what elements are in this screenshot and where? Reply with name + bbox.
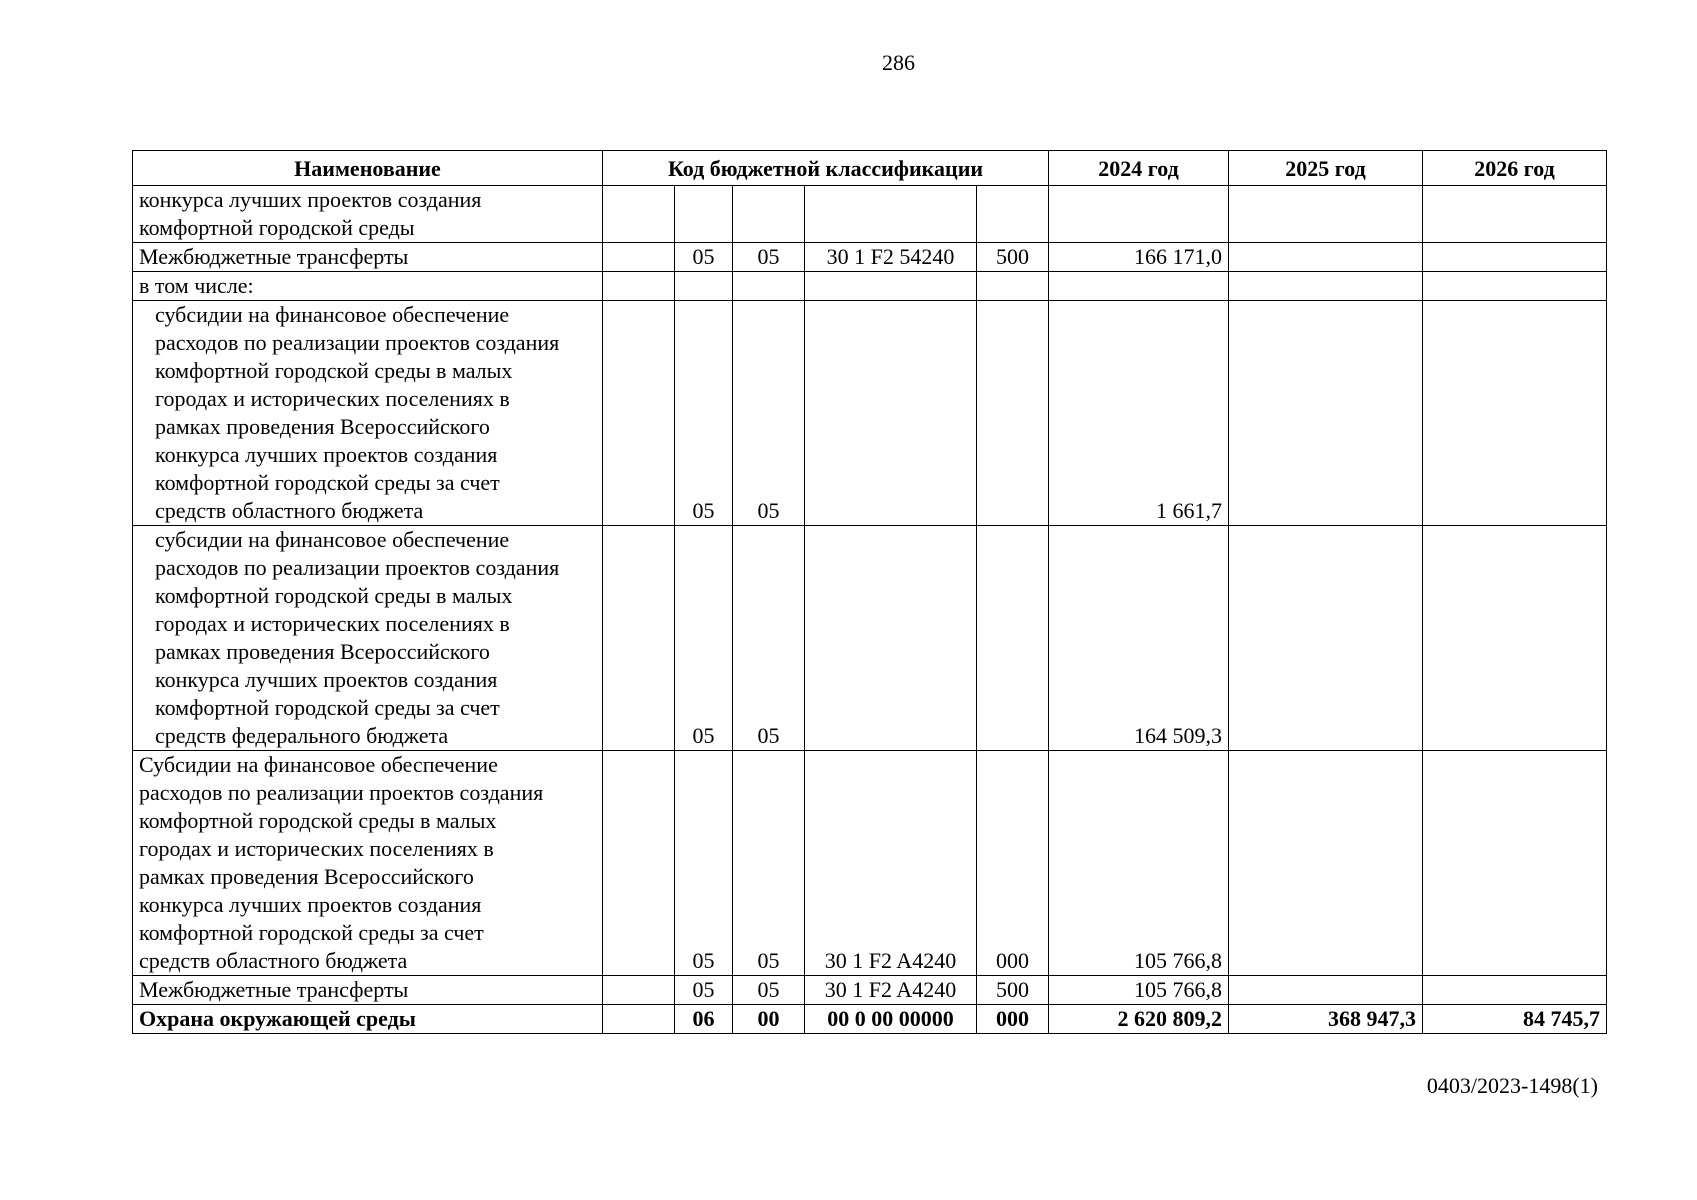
table-row xyxy=(133,243,1607,272)
value-2025 xyxy=(1229,243,1423,272)
value-2024: 105 766,8 xyxy=(1049,751,1229,976)
subsection-cell: 05 xyxy=(733,301,805,526)
row-name: субсидии на финансовое обеспечение расходов по реализации проектов создания комфортной городской среды в малых городах и исторических поселениях в рамках проведения Всероссийского конкурса лучших проектов создания комфортной городской среды за счет средств федерального бюджета xyxy=(133,526,603,751)
code-cell xyxy=(603,243,675,272)
value-2026 xyxy=(1423,976,1607,1005)
value-2026 xyxy=(1423,301,1607,526)
table-row xyxy=(133,526,1607,751)
value-2025 xyxy=(1229,526,1423,751)
target-article-cell: 30 1 F2 A4240 xyxy=(805,751,977,976)
section-cell xyxy=(675,186,733,243)
value-2024 xyxy=(1049,272,1229,301)
code-cell xyxy=(603,301,675,526)
value-2024: 166 171,0 xyxy=(1049,243,1229,272)
value-2024: 105 766,8 xyxy=(1049,976,1229,1005)
header-2025: 2025 год xyxy=(1229,151,1423,186)
header-code: Код бюджетной классификации xyxy=(603,151,1049,186)
value-2026 xyxy=(1423,526,1607,751)
target-article-cell: 30 1 F2 54240 xyxy=(805,243,977,272)
code-cell xyxy=(603,186,675,243)
section-cell: 05 xyxy=(675,301,733,526)
value-2026 xyxy=(1423,243,1607,272)
value-2025 xyxy=(1229,301,1423,526)
expense-type-cell xyxy=(977,186,1049,243)
row-name: субсидии на финансовое обеспечение расходов по реализации проектов создания комфортной городской среды в малых городах и исторических поселениях в рамках проведения Всероссийского конкурса лучших проектов создания комфортной городской среды за счет средств областного бюджета xyxy=(133,301,603,526)
section-cell: 06 xyxy=(675,1005,733,1034)
section-cell: 05 xyxy=(675,751,733,976)
expense-type-cell: 000 xyxy=(977,1005,1049,1034)
header-2026: 2026 год xyxy=(1423,151,1607,186)
expense-type-cell xyxy=(977,526,1049,751)
section-cell: 05 xyxy=(675,243,733,272)
value-2024 xyxy=(1049,186,1229,243)
row-name: конкурса лучших проектов создания комфортной городской среды xyxy=(133,186,603,243)
row-name: Субсидии на финансовое обеспечение расходов по реализации проектов создания комфортной городской среды в малых городах и исторических поселениях в рамках проведения Всероссийского конкурса лучших проектов создания комфортной городской среды за счет средств областного бюджета xyxy=(133,751,603,976)
value-2025 xyxy=(1229,272,1423,301)
section-cell: 05 xyxy=(675,976,733,1005)
value-2025 xyxy=(1229,976,1423,1005)
subsection-cell xyxy=(733,272,805,301)
section-cell xyxy=(675,272,733,301)
table-row xyxy=(133,976,1607,1005)
header-name: Наименование xyxy=(133,151,603,186)
table-row xyxy=(133,186,1607,243)
target-article-cell xyxy=(805,526,977,751)
table-row xyxy=(133,272,1607,301)
value-2026: 84 745,7 xyxy=(1423,1005,1607,1034)
table-row xyxy=(133,301,1607,526)
expense-type-cell: 500 xyxy=(977,976,1049,1005)
value-2026 xyxy=(1423,186,1607,243)
expense-type-cell: 000 xyxy=(977,751,1049,976)
page-number: 286 xyxy=(882,50,915,75)
value-2025 xyxy=(1229,186,1423,243)
value-2024: 1 661,7 xyxy=(1049,301,1229,526)
expense-type-cell xyxy=(977,301,1049,526)
document-code: 0403/2023-1498(1) xyxy=(1426,1073,1598,1098)
row-name: Охрана окружающей среды xyxy=(133,1005,603,1034)
value-2024: 2 620 809,2 xyxy=(1049,1005,1229,1034)
table-header-row xyxy=(133,151,1607,186)
value-2026 xyxy=(1423,272,1607,301)
value-2024: 164 509,3 xyxy=(1049,526,1229,751)
target-article-cell: 30 1 F2 A4240 xyxy=(805,976,977,1005)
subsection-cell: 05 xyxy=(733,751,805,976)
row-name: Межбюджетные трансферты xyxy=(133,976,603,1005)
table-row xyxy=(133,751,1607,976)
subsection-cell: 05 xyxy=(733,976,805,1005)
target-article-cell xyxy=(805,186,977,243)
value-2025: 368 947,3 xyxy=(1229,1005,1423,1034)
section-cell: 05 xyxy=(675,526,733,751)
expense-type-cell xyxy=(977,272,1049,301)
code-cell xyxy=(603,751,675,976)
subsection-cell: 05 xyxy=(733,243,805,272)
code-cell xyxy=(603,272,675,301)
table-row xyxy=(133,1005,1607,1034)
value-2026 xyxy=(1423,751,1607,976)
expense-type-cell: 500 xyxy=(977,243,1049,272)
budget-table xyxy=(132,150,1607,1034)
code-cell xyxy=(603,976,675,1005)
code-cell xyxy=(603,526,675,751)
row-name: Межбюджетные трансферты xyxy=(133,243,603,272)
target-article-cell: 00 0 00 00000 xyxy=(805,1005,977,1034)
value-2025 xyxy=(1229,751,1423,976)
subsection-cell xyxy=(733,186,805,243)
target-article-cell xyxy=(805,272,977,301)
row-name: в том числе: xyxy=(133,272,603,301)
subsection-cell: 05 xyxy=(733,526,805,751)
target-article-cell xyxy=(805,301,977,526)
header-2024: 2024 год xyxy=(1049,151,1229,186)
code-cell xyxy=(603,1005,675,1034)
subsection-cell: 00 xyxy=(733,1005,805,1034)
